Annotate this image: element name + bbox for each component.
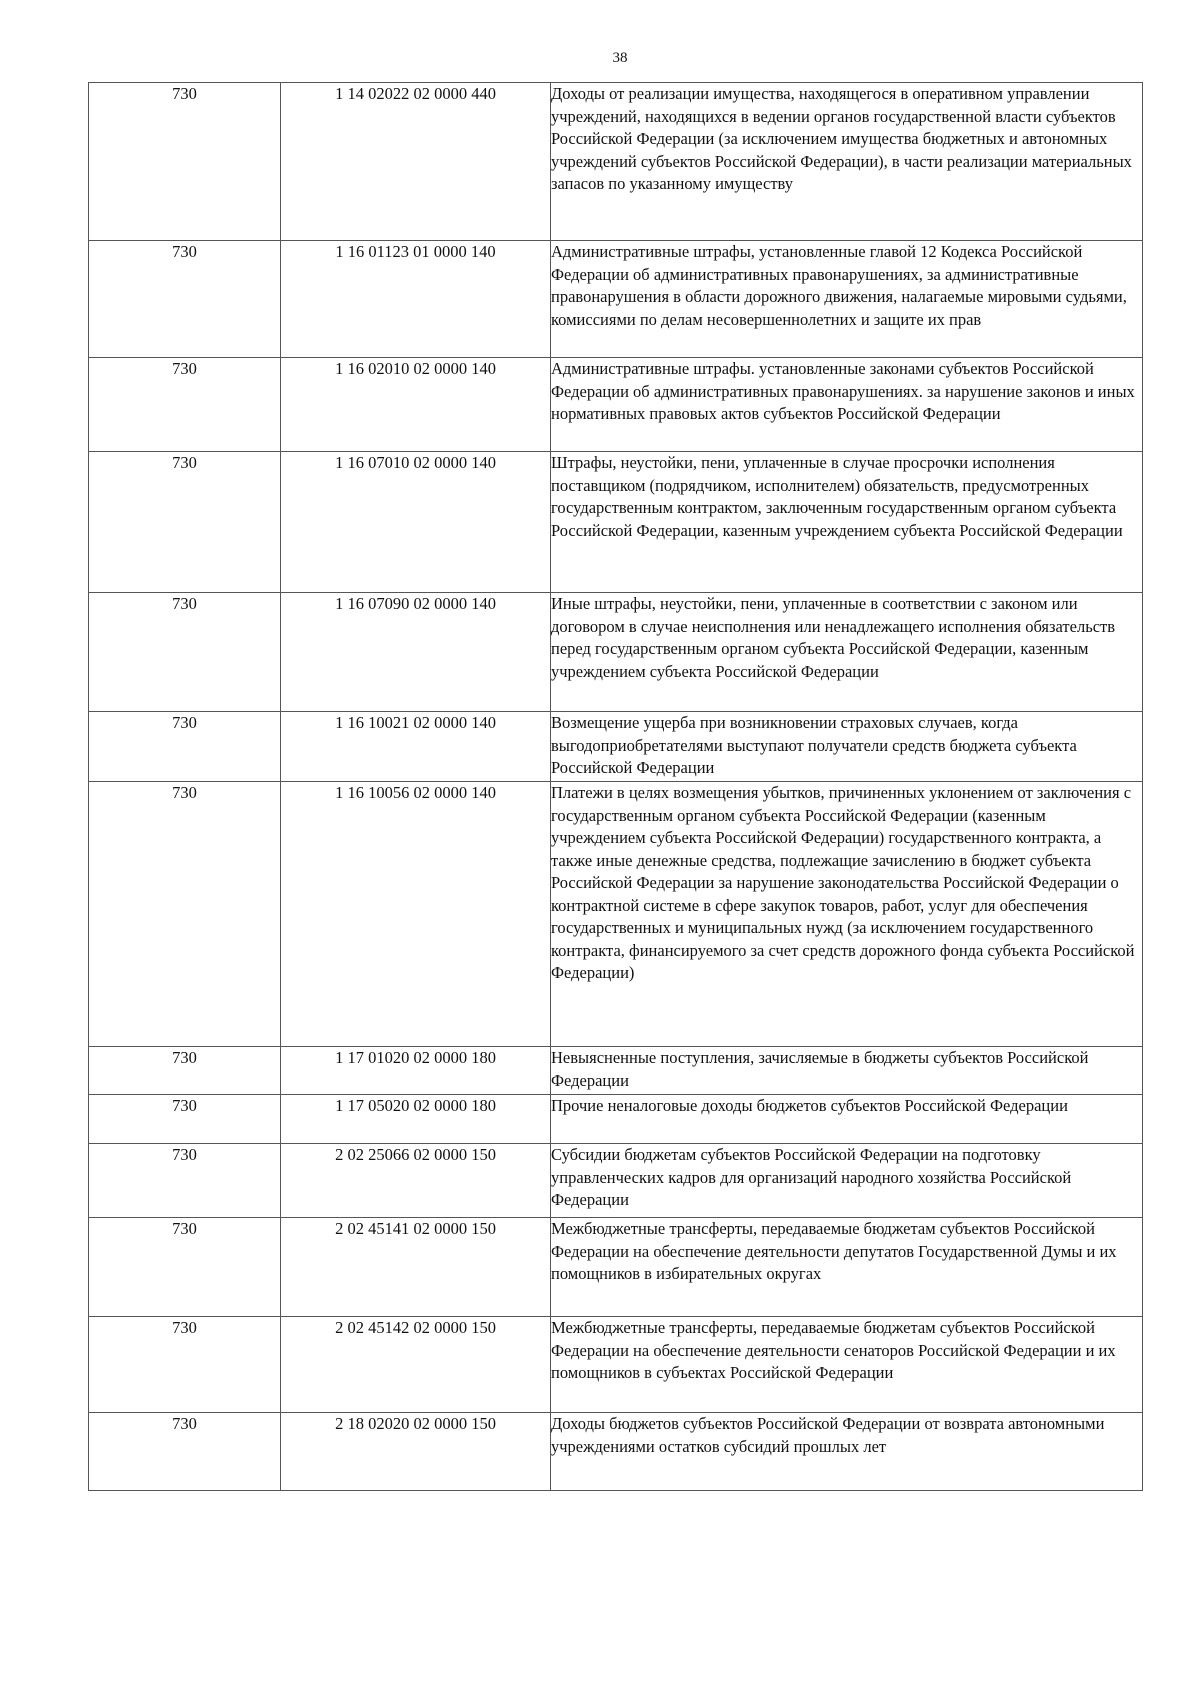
budget-code-cell: 2 18 02020 02 0000 150: [281, 1413, 551, 1491]
table-row: [89, 452, 1143, 593]
table-row: [89, 1218, 1143, 1317]
budget-code-cell: 1 14 02022 02 0000 440: [281, 83, 551, 241]
admin-code-cell: 730: [89, 1047, 281, 1095]
table-row: [89, 358, 1143, 452]
description-cell: Административные штрафы, установленные главой 12 Кодекса Российской Федерации об административных правонарушениях, за административные правонарушения в области дорожного движения, налагаемые мировыми судьями, комиссиями по делам несовершеннолетних и защите их прав: [551, 241, 1143, 358]
table-row: [89, 1413, 1143, 1491]
admin-code-cell: 730: [89, 1095, 281, 1144]
table-row: [89, 1095, 1143, 1144]
description-cell: Невыясненные поступления, зачисляемые в бюджеты субъектов Российской Федерации: [551, 1047, 1143, 1095]
budget-code-cell: 1 17 05020 02 0000 180: [281, 1095, 551, 1144]
admin-code-cell: 730: [89, 358, 281, 452]
admin-code-cell: 730: [89, 593, 281, 712]
description-cell: Возмещение ущерба при возникновении страховых случаев, когда выгодоприобретателями выступают получатели средств бюджета субъекта Российской Федерации: [551, 712, 1143, 782]
budget-code-cell: 2 02 25066 02 0000 150: [281, 1144, 551, 1218]
table-row: [89, 712, 1143, 782]
admin-code-cell: 730: [89, 1317, 281, 1413]
table-row: [89, 241, 1143, 358]
budget-code-cell: 1 16 02010 02 0000 140: [281, 358, 551, 452]
table-row: [89, 1317, 1143, 1413]
description-cell: Платежи в целях возмещения убытков, причиненных уклонением от заключения с государственным органом субъекта Российской Федерации (казенным учреждением субъекта Российской Федерации) государственного контракта, а также иные денежные средства, подлежащие зачислению в бюджет субъекта Российской Федерации за нарушение законодательства Российской Федерации о контрактной системе в сфере закупок товаров, работ, услуг для обеспечения государственных и муниципальных нужд (за исключением государственного контракта, финансируемого за счет средств дорожного фонда субъекта Российской Федерации): [551, 782, 1143, 1047]
budget-code-cell: 1 16 10056 02 0000 140: [281, 782, 551, 1047]
description-cell: Межбюджетные трансферты, передаваемые бюджетам субъектов Российской Федерации на обеспечение деятельности депутатов Государственной Думы и их помощников в избирательных округах: [551, 1218, 1143, 1317]
description-cell: Межбюджетные трансферты, передаваемые бюджетам субъектов Российской Федерации на обеспечение деятельности сенаторов Российской Федерации и их помощников в субъектах Российской Федерации: [551, 1317, 1143, 1413]
description-cell: Доходы от реализации имущества, находящегося в оперативном управлении учреждений, находящихся в ведении органов государственной власти субъектов Российской Федерации (за исключением имущества бюджетных и автономных учреждений субъектов Российской Федерации), в части реализации материальных запасов по указанному имуществу: [551, 83, 1143, 241]
description-cell: Штрафы, неустойки, пени, уплаченные в случае просрочки исполнения поставщиком (подрядчиком, исполнителем) обязательств, предусмотренных государственным контрактом, заключенным государственным органом субъекта Российской Федерации, казенным учреждением субъекта Российской Федерации: [551, 452, 1143, 593]
budget-code-cell: 2 02 45142 02 0000 150: [281, 1317, 551, 1413]
budget-code-cell: 1 16 07010 02 0000 140: [281, 452, 551, 593]
budget-code-cell: 1 16 10021 02 0000 140: [281, 712, 551, 782]
table-row: [89, 593, 1143, 712]
description-cell: Прочие неналоговые доходы бюджетов субъектов Российской Федерации: [551, 1095, 1143, 1144]
admin-code-cell: 730: [89, 782, 281, 1047]
budget-code-cell: 1 16 01123 01 0000 140: [281, 241, 551, 358]
admin-code-cell: 730: [89, 1218, 281, 1317]
description-cell: Административные штрафы. установленные законами субъектов Российской Федерации об административных правонарушениях. за нарушение законов и иных нормативных правовых актов субъектов Российской Федерации: [551, 358, 1143, 452]
admin-code-cell: 730: [89, 1144, 281, 1218]
page-number: 38: [612, 50, 628, 66]
table-row: [89, 1144, 1143, 1218]
table-row: [89, 1047, 1143, 1095]
budget-code-cell: 1 16 07090 02 0000 140: [281, 593, 551, 712]
table-row: [89, 782, 1143, 1047]
admin-code-cell: 730: [89, 83, 281, 241]
budget-code-cell: 1 17 01020 02 0000 180: [281, 1047, 551, 1095]
admin-code-cell: 730: [89, 712, 281, 782]
admin-code-cell: 730: [89, 1413, 281, 1491]
budget-code-cell: 2 02 45141 02 0000 150: [281, 1218, 551, 1317]
description-cell: Субсидии бюджетам субъектов Российской Федерации на подготовку управленческих кадров для организаций народного хозяйства Российской Федерации: [551, 1144, 1143, 1218]
description-cell: Доходы бюджетов субъектов Российской Федерации от возврата автономными учреждениями остатков субсидий прошлых лет: [551, 1413, 1143, 1491]
description-cell: Иные штрафы, неустойки, пени, уплаченные в соответствии с законом или договором в случае неисполнения или ненадлежащего исполнения обязательств перед государственным органом субъекта Российской Федерации, казенным учреждением субъекта Российской Федерации: [551, 593, 1143, 712]
admin-code-cell: 730: [89, 452, 281, 593]
income-codes-table: [88, 82, 1143, 1491]
admin-code-cell: 730: [89, 241, 281, 358]
table-row: [89, 83, 1143, 241]
